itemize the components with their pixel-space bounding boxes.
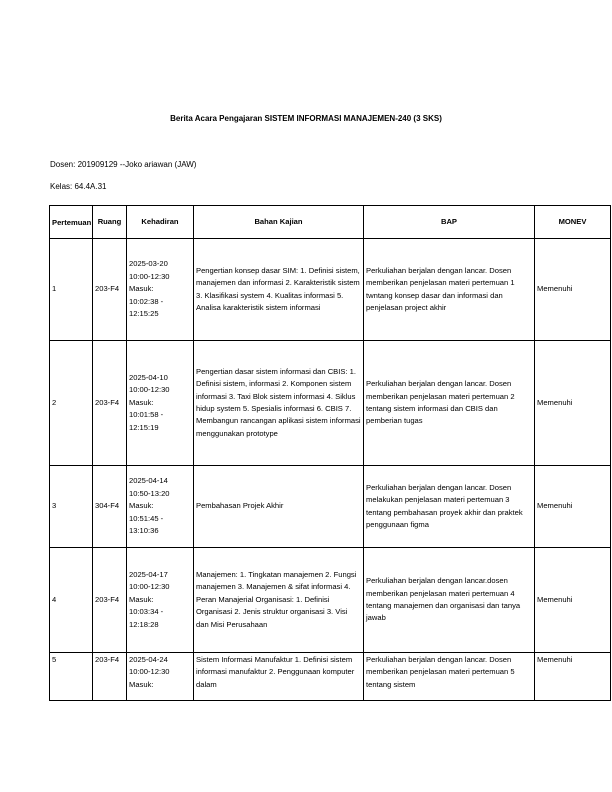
cell-kehadiran: 2025-04-14 10:50-13:20 Masuk: 10:51:45 - 13:10:36: [127, 466, 194, 548]
cell-bahan-kajian: Manajemen: 1. Tingkatan manajemen 2. Fungsi manajemen 3. Manajemen & sifat informasi 4. Peran Manajerial Organisasi: 1. Definisi Organisasi 2. Jenis struktur organisasi 3. Visi dan Misi Perusahaan: [194, 548, 364, 653]
page-title: Berita Acara Pengajaran SISTEM INFORMASI MANAJEMEN-240 (3 SKS): [170, 114, 442, 123]
header-bahan-kajian: Bahan Kajian: [194, 206, 364, 239]
cell-ruang: 304-F4: [93, 466, 127, 548]
cell-pertemuan: 4: [50, 548, 93, 653]
header-monev: MONEV: [535, 206, 611, 239]
cell-ruang: 203-F4: [93, 239, 127, 341]
cell-bap: Perkuliahan berjalan dengan lancar.dosen memberikan penjelasan materi pertemuan 4 tentang manajemen dan organisasi dan tanya jawab: [364, 548, 535, 653]
teaching-record-table: [49, 205, 611, 701]
header-kehadiran: Kehadiran: [127, 206, 194, 239]
cell-ruang: 203-F4: [93, 548, 127, 653]
cell-ruang: 203-F4: [93, 341, 127, 466]
cell-monev: Memenuhi: [535, 653, 611, 701]
class-info: Kelas: 64.4A.31: [50, 182, 107, 191]
table-row: [50, 466, 611, 548]
cell-pertemuan: 2: [50, 341, 93, 466]
cell-monev: Memenuhi: [535, 239, 611, 341]
cell-bahan-kajian: Sistem Informasi Manufaktur 1. Definisi sistem informasi manufaktur 2. Penggunaan komputer dalam: [194, 653, 364, 701]
cell-bap: Perkuliahan berjalan dengan lancar. Dosen memberikan penjelasan materi pertemuan 5 tentang sistem: [364, 653, 535, 701]
cell-pertemuan: 5: [50, 653, 93, 701]
cell-monev: Memenuhi: [535, 466, 611, 548]
table-row: [50, 341, 611, 466]
cell-bap: Perkuliahan berjalan dengan lancar. Dosen memberikan penjelasan materi pertemuan 1 twntang konsep dasar dan informasi dan penjelasan project akhir: [364, 239, 535, 341]
cell-bap: Perkuliahan berjalan dengan lancar. Dosen memberikan penjelasan materi pertemuan 2 tentang sistem informasi dan CBIS dan pemberian tugas: [364, 341, 535, 466]
table-row: [50, 653, 611, 701]
header-bap: BAP: [364, 206, 535, 239]
table-header-row: [50, 206, 611, 239]
cell-kehadiran: 2025-04-24 10:00-12:30 Masuk:: [127, 653, 194, 701]
cell-bap: Perkuliahan berjalan dengan lancar. Dosen melakukan penjelasan materi pertemuan 3 tentang pembahasan proyek akhir dan praktek penggunaan figma: [364, 466, 535, 548]
header-ruang: Ruang: [93, 206, 127, 239]
table-row: [50, 239, 611, 341]
cell-kehadiran: 2025-04-17 10:00-12:30 Masuk: 10:03:34 - 12:18:28: [127, 548, 194, 653]
cell-pertemuan: 3: [50, 466, 93, 548]
cell-monev: Memenuhi: [535, 341, 611, 466]
lecturer-info: Dosen: 201909129 --Joko ariawan (JAW): [50, 160, 197, 169]
cell-kehadiran: 2025-03-20 10:00-12:30 Masuk: 10:02:38 - 12:15:25: [127, 239, 194, 341]
header-pertemuan: Pertemuan: [50, 206, 93, 239]
cell-pertemuan: 1: [50, 239, 93, 341]
cell-monev: Memenuhi: [535, 548, 611, 653]
table-row: [50, 548, 611, 653]
cell-bahan-kajian: Pembahasan Projek Akhir: [194, 466, 364, 548]
cell-bahan-kajian: Pengertian konsep dasar SIM: 1. Definisi sistem, manajemen dan informasi 2. Karakteristik sistem 3. Klasifikasi system 4. Kualitas informasi 5. Analisa karakteristik sistem informasi: [194, 239, 364, 341]
cell-ruang: 203-F4: [93, 653, 127, 701]
cell-bahan-kajian: Pengertian dasar sistem informasi dan CBIS: 1. Definisi sistem, informasi 2. Komponen sistem informasi 3. Taxi Blok sistem informasi 4. Siklus hidup system 5. Spesialis informasi 6. CBIS 7. Membangun rancangan aplikasi sistem informasi menggunakan prototype: [194, 341, 364, 466]
cell-kehadiran: 2025-04-10 10:00-12:30 Masuk: 10:01:58 - 12:15:19: [127, 341, 194, 466]
